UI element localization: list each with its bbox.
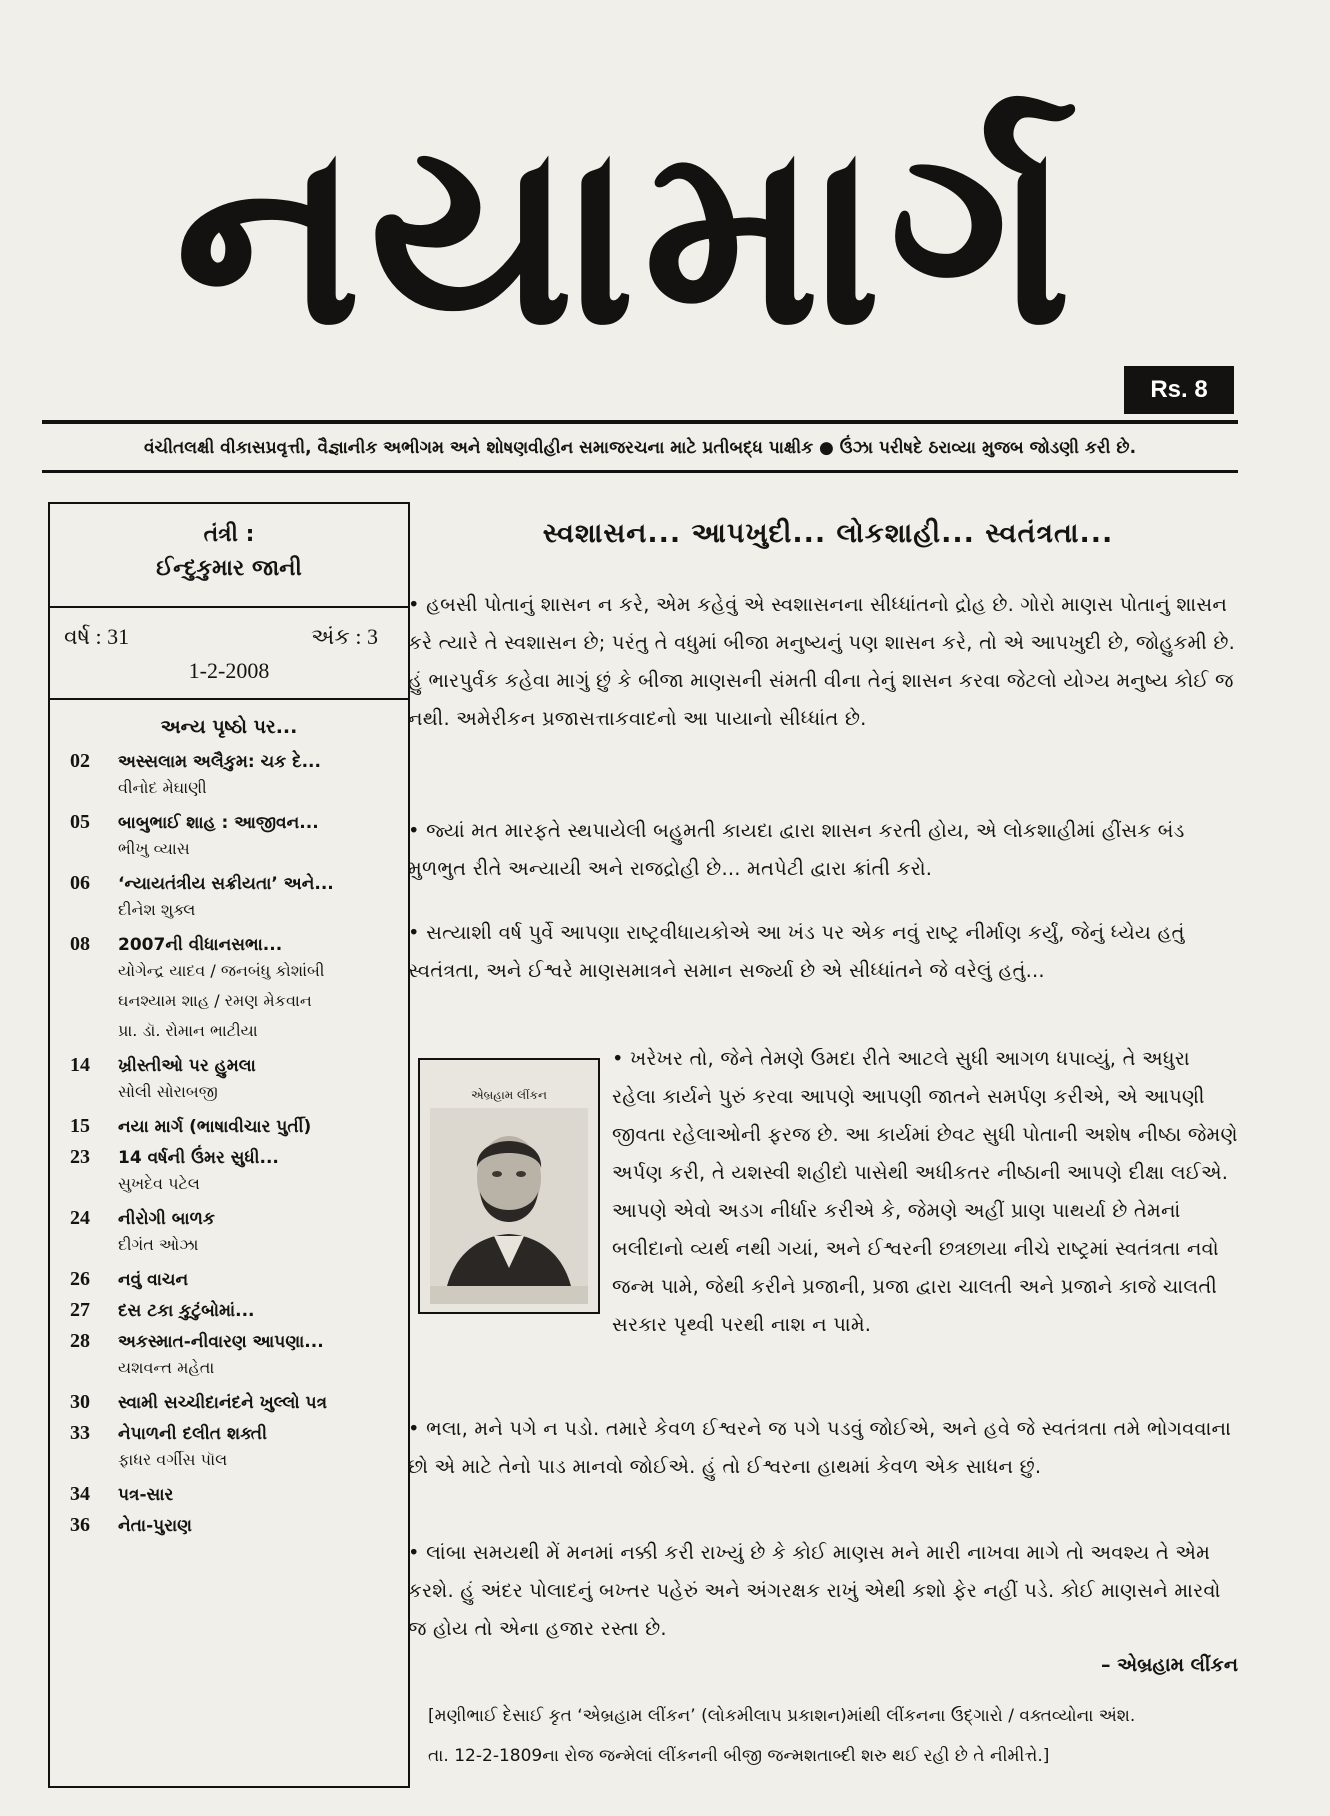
table-of-contents [50, 750, 408, 1537]
toc-entry-title: ખ્રીસ્તીઓ પર હુમલા [118, 1056, 256, 1076]
toc-page-number: 30 [70, 1391, 90, 1413]
price-tag: Rs. 8 [1124, 366, 1234, 414]
toc-entry-row [70, 1330, 402, 1353]
toc-entry [70, 1115, 402, 1138]
toc-entry [70, 1514, 402, 1537]
attribution: – એબ્રહામ લીંકન [1101, 1654, 1238, 1676]
toc-entry [70, 1330, 402, 1383]
article-paragraph: • ભલા, મને પગે ન પડો. તમારે કેવળ ઈશ્વરને જ પગે પડવું જોઈએ, અને હવે જે સ્વતંત્રતા તમે ભોગવવાના છો એ માટે તેનો પાડ માનવો જોઈએ. હું તો ઈશ્વરના હાથમાં કેવળ એક સાધન છું. [408, 1417, 1232, 1478]
toc-entry-title: દસ ટકા કુટુંબોમાં... [118, 1301, 255, 1321]
footnote-line: તા. 12-2-1809ના રોજ જન્મેલાં લીંકનની બીજી જન્મશતાબ્દી શરુ થઈ રહી છે તે નીમીત્તે.] [428, 1746, 1050, 1766]
toc-entry [70, 811, 402, 864]
toc-entry [70, 1483, 402, 1506]
toc-entry-row [70, 750, 402, 773]
toc-heading: અન્ય પૃષ્ઠો પર... [160, 716, 298, 738]
toc-entry-title: પત્ર-સાર [118, 1485, 174, 1505]
toc-entry-row [70, 1207, 402, 1230]
toc-entry [70, 1391, 402, 1414]
toc-entry-author: સોલી સોરાબજી [118, 1082, 218, 1101]
issue-number: અંક : 3 [311, 624, 378, 649]
toc-page-number: 23 [70, 1146, 90, 1168]
editor-name: ઈન્દુકુમાર જાની [156, 556, 302, 581]
toc-entry-title: નીરોગી બાળક [118, 1209, 215, 1229]
toc-entry-row [70, 1299, 402, 1322]
toc-entry-title: અસ્સલામ અલૈકુમ: ચક દે... [118, 752, 321, 772]
toc-entry-title: 14 વર્ષની ઉંમર સુધી... [118, 1148, 279, 1168]
toc-entry-title: 2007ની વીધાનસભા... [118, 935, 283, 955]
toc-page-number: 26 [70, 1268, 90, 1290]
toc-entry-title: નેપાળની દલીત શક્તી [118, 1424, 267, 1444]
toc-entry-row [70, 1483, 402, 1506]
toc-entry [70, 872, 402, 925]
article-paragraph: • હબસી પોતાનું શાસન ન કરે, એમ કહેવું એ સ્વશાસનના સીધ્ધાંતનો દ્રોહ છે. ગોરો માણસ પોતાનું શાસન કરે ત્યારે તે સ્વશાસન છે; પરંતુ તે વધુમાં બીજા મનુષ્યનું પણ શાસન કરે, તો એ આપખુદી છે, જોહુકમી છે. હું ભારપુર્વક કહેવા માગું છું કે બીજા માણસની સંમતી વીના તેનું શાસન કરવા જેટલો યોગ્ય મનુષ્ય કોઈ જ નથી. અમેરીકન પ્રજાસત્તાકવાદનો આ પાયાનો સીધ્ધાંત છે. [408, 593, 1236, 730]
issue-date: 1-2-2008 [188, 658, 270, 683]
toc-page-number: 27 [70, 1299, 90, 1321]
toc-page-number: 36 [70, 1514, 90, 1536]
toc-page-number: 28 [70, 1330, 90, 1352]
toc-entry-row [70, 1115, 402, 1138]
masthead-title: નયામાર્ગ [175, 89, 1080, 380]
toc-entry-author: યોગેન્દ્ર યાદવ / જનબંધુ કોશાંબી [118, 961, 325, 980]
toc-entry-author: પ્રા. ડૉ. રોમાન ભાટીયા [118, 1021, 258, 1040]
article-title: સ્વશાસન... આપખુદી... લોકશાહી... સ્વતંત્રતા... [542, 518, 1114, 549]
toc-entry-author: યશવન્ત મહેતા [118, 1358, 215, 1377]
toc-page-number: 06 [70, 872, 90, 894]
footnote [428, 1696, 1258, 1776]
toc-entry [70, 1268, 402, 1291]
toc-entry-author: વીનોદ મેઘાણી [118, 778, 207, 797]
toc-entry [70, 1207, 402, 1260]
lincoln-portrait [418, 1058, 600, 1314]
article-paragraph: • ખરેખર તો, જેને તેમણે ઉમદા રીતે આટલે સુધી આગળ ધપાવ્યું, તે અધુરા રહેલા કાર્યને પુરું કરવા આપણે આપણી જાતને સમર્પણ કરીએ, એ આપણી જીવતા રહેલાઓની ફરજ છે. આ કાર્યમાં છેવટ સુધી પોતાની અશેષ નીષ્ઠા જેમણે અર્પણ કરી, તે યશસ્વી શહીદો પાસેથી અધીકતર નીષ્ઠાની આપણે દીક્ષા લઈએ. આપણે એવો અડગ નીર્ધાર કરીએ કે, જેમણે અહીં પ્રાણ પાથર્યા છે તેમનાં બલીદાનો વ્યર્થ નથી ગયાં, અને ઈશ્વરની છત્રછાયા નીચે રાષ્ટ્રમાં સ્વતંત્રતા નવો જન્મ પામે, જેથી કરીને પ્રજાની, પ્રજા દ્વારા ચાલતી અને પ્રજાને કાજે ચાલતી સરકાર પૃથ્વી પરથી નાશ ન પામે. [612, 1047, 1238, 1336]
toc-entry-title: નયા માર્ગ (ભાષાવીચાર પુર્તી) [118, 1117, 312, 1137]
toc-page-number: 05 [70, 811, 90, 833]
toc-entry-title: નવું વાચન [118, 1270, 189, 1290]
toc-page-number: 02 [70, 750, 90, 772]
toc-entry-title: નેતા-પુરાણ [118, 1516, 192, 1536]
toc-entry-row [70, 1422, 402, 1445]
toc-entry [70, 750, 402, 803]
toc-page-number: 33 [70, 1422, 90, 1444]
editor-box [50, 504, 408, 608]
toc-entry-row [70, 811, 402, 834]
masthead-rule-top [42, 420, 1238, 424]
footnote-line: [મણીભાઈ દેસાઈ કૃત ‘એબ્રહામ લીંકન’ (લોકમીલાપ પ્રકાશન)માંથી લીંકનના ઉદ્ગારો / વક્તવ્યોના અંશ. [428, 1706, 1136, 1726]
tagline: વંચીતલક્ષી વીકાસપ્રવૃત્તી, વૈજ્ઞાનીક અભીગમ અને શોષણવીહીન સમાજરચના માટે પ્રતીબદ્ધ પાક્ષીક ● ઉંઝા પરીષદે ઠરાવ્યા મુજબ જોડણી કરી છે. [143, 438, 1137, 458]
toc-page-number: 08 [70, 933, 90, 955]
toc-entry-author: ફાધર વર્ગીસ પૉલ [118, 1450, 228, 1469]
toc-entry [70, 1146, 402, 1199]
toc-entry-row [70, 1146, 402, 1169]
toc-entry [70, 1422, 402, 1475]
issue-year: વર્ષ : 31 [64, 624, 130, 649]
toc-page-number: 24 [70, 1207, 90, 1229]
toc-entry-row [70, 1514, 402, 1537]
toc-entry-author: ઘનશ્યામ શાહ / રમણ મેકવાન [118, 991, 312, 1010]
editor-label: તંત્રી : [203, 522, 255, 547]
article-paragraph: • સત્યાશી વર્ષ પુર્વે આપણા રાષ્ટ્રવીધાયકોએ આ ખંડ પર એક નવું રાષ્ટ્ર નીર્માણ કર્યું, જેનું ધ્યેય હતું સ્વતંત્રતા, અને ઈશ્વરે માણસમાત્રને સમાન સર્જ્યા છે એ સીધ્ધાંતને જે વરેલું હતું... [408, 921, 1185, 982]
article-paragraph: • જ્યાં મત મારફતે સ્થપાયેલી બહુમતી કાયદા દ્વારા શાસન કરતી હોય, એ લોકશાહીમાં હીંસક બંડ મુળભુત રીતે અન્યાયી અને રાજદ્રોહી છે... મતપેટી દ્વારા ક્રાંતી કરો. [408, 819, 1185, 880]
toc-entry-author: ભીખુ વ્યાસ [118, 839, 190, 858]
toc-entry-title: ‘ન્યાયતંત્રીય સક્રીયતા’ અને... [118, 874, 334, 894]
toc-entry-row [70, 1268, 402, 1291]
toc-entry-row [70, 872, 402, 895]
sidebar [48, 502, 410, 1788]
toc-entry-row [70, 1054, 402, 1077]
toc-page-number: 14 [70, 1054, 90, 1076]
toc-entry [70, 1054, 402, 1107]
toc-entry [70, 1299, 402, 1322]
toc-entry-row [70, 933, 402, 956]
toc-entry-row [70, 1391, 402, 1414]
toc-entry [70, 933, 402, 1046]
portrait-caption: એબ્રહામ લીંકન [471, 1088, 547, 1102]
toc-entry-author: દીગંત ઓઝા [118, 1235, 199, 1254]
lincoln-portrait-icon [430, 1108, 588, 1304]
toc-entry-author: સુખદેવ પટેલ [118, 1174, 200, 1193]
toc-page-number: 15 [70, 1115, 90, 1137]
toc-entry-title: અકસ્માત-નીવારણ આપણા... [118, 1332, 324, 1352]
article-paragraph: • લાંબા સમયથી મેં મનમાં નક્કી કરી રાખ્યું છે કે કોઈ માણસ મને મારી નાખવા માગે તો અવશ્ય તે એમ કરશે. હું અંદર પોલાદનું બખ્તર પહેરું અને અંગરક્ષક રાખું એથી કશો ફેર નહીં પડે. કોઈ માણસને મારવો જ હોય તો એના હજાર રસ્તા છે. [408, 1541, 1221, 1640]
toc-page-number: 34 [70, 1483, 90, 1505]
toc-entry-title: સ્વામી સચ્ચીદાનંદને ખુલ્લો પત્ર [118, 1393, 328, 1413]
issue-box [50, 608, 408, 700]
toc-entry-author: દીનેશ શુક્લ [118, 900, 196, 919]
toc-entry-title: બાબુભાઈ શાહ : આજીવન... [118, 813, 319, 833]
masthead-rule-bottom [42, 470, 1238, 473]
